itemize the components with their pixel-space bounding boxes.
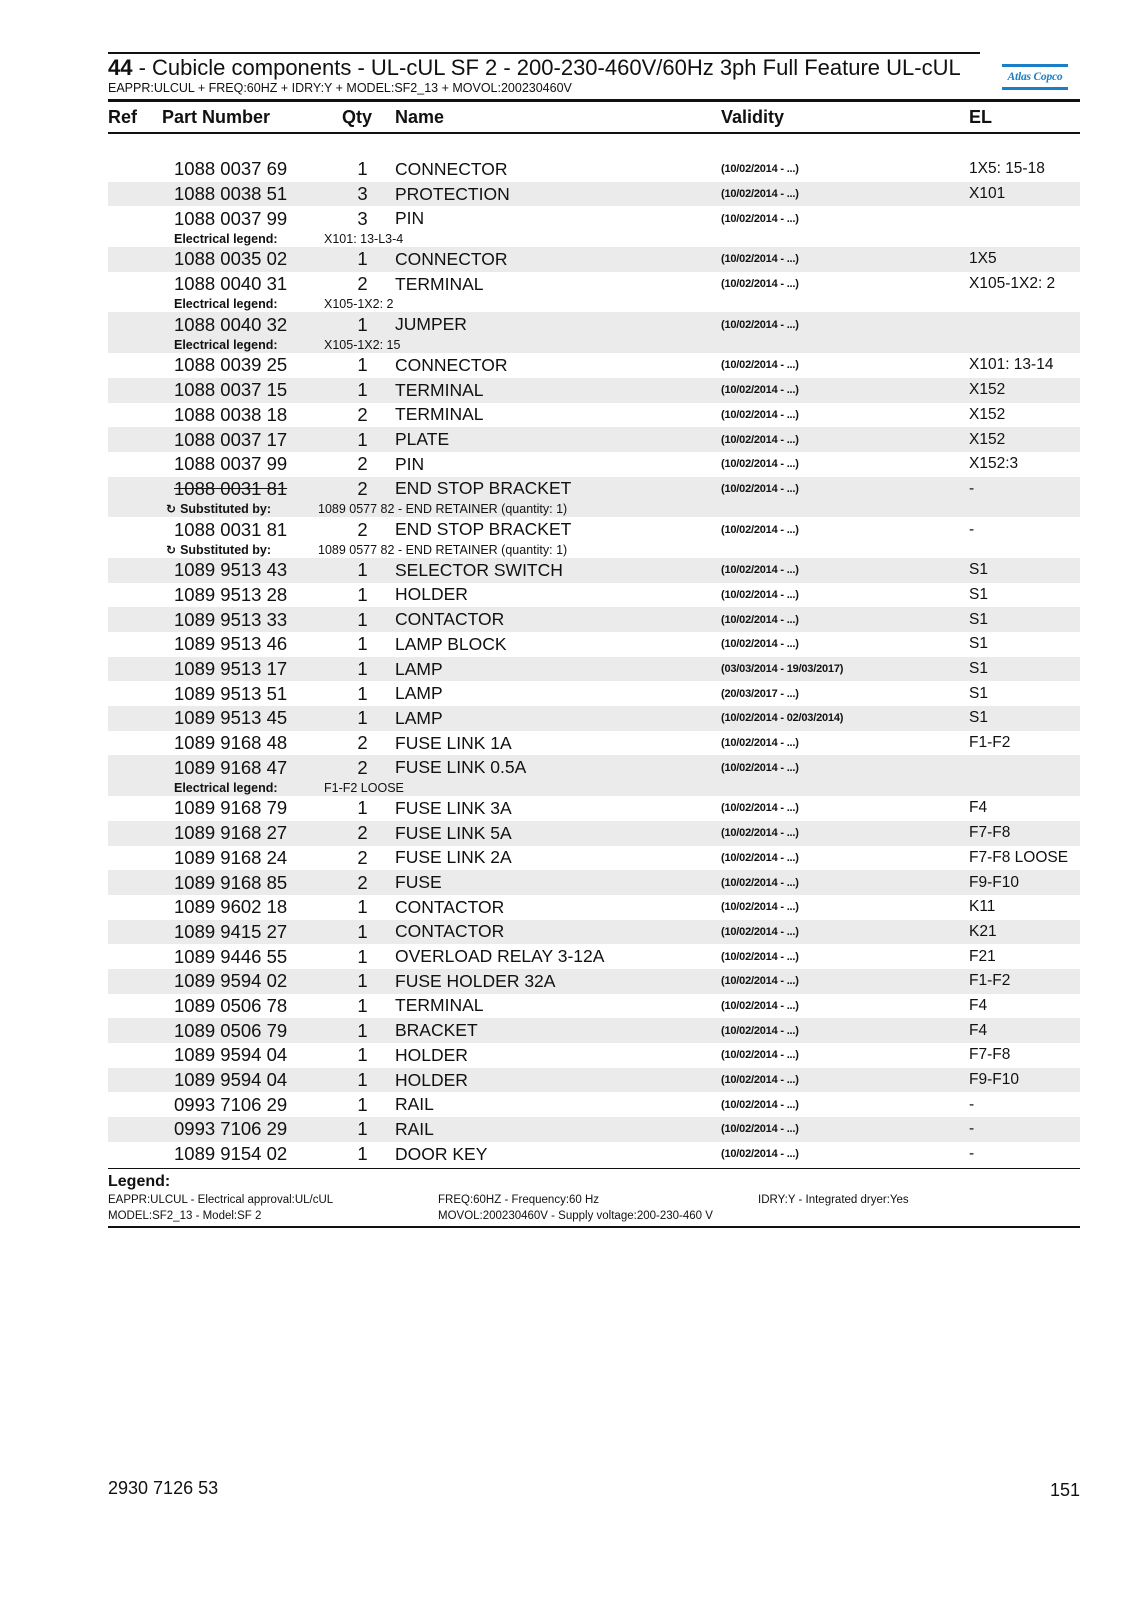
- electrical-legend-ref: S1: [969, 610, 988, 628]
- part-number: 1089 9168 79: [174, 797, 288, 819]
- quantity: 1: [357, 1093, 368, 1115]
- part-name: LAMP: [395, 707, 443, 728]
- part-number: 1089 9513 51: [174, 682, 288, 704]
- title-text: - Cubicle components - UL-cUL SF 2 - 200-230-460V/60Hz 3ph Full Feature UL-cUL: [132, 55, 961, 80]
- sub-label-text: Electrical legend:: [174, 297, 278, 312]
- table-row: [108, 731, 1080, 756]
- part-name: LAMP: [395, 683, 443, 704]
- title-block: [108, 56, 1080, 96]
- part-number: 1089 9602 18: [174, 896, 288, 918]
- table-row: [108, 681, 1080, 706]
- part-name: SELECTOR SWITCH: [395, 559, 563, 580]
- part-number: 1089 9513 28: [174, 583, 288, 605]
- quantity: 1: [357, 707, 368, 729]
- sub-label-text: Substituted by:: [180, 542, 272, 557]
- electrical-legend-ref: S1: [969, 660, 988, 678]
- quantity: 1: [357, 920, 368, 942]
- electrical-legend-label: [108, 297, 324, 311]
- quantity: 1: [357, 994, 368, 1016]
- table-row: [108, 706, 1080, 731]
- quantity: 1: [357, 428, 368, 450]
- table-row: [108, 895, 1080, 920]
- part-name: FUSE LINK 3A: [395, 797, 512, 818]
- part-number: 1088 0038 51: [174, 183, 288, 205]
- quantity: 2: [357, 846, 368, 868]
- validity: (10/02/2014 - ...): [721, 1148, 799, 1161]
- part-number: 1088 0038 18: [174, 403, 288, 425]
- part-number: 1089 9513 33: [174, 608, 288, 630]
- table-row: [108, 1117, 1080, 1142]
- refresh-icon: ↻: [166, 542, 177, 557]
- legend-item: EAPPR:ULCUL - Electrical approval:UL/cUL: [108, 1194, 334, 1207]
- part-name: TERMINAL: [395, 995, 484, 1016]
- part-name: TERMINAL: [395, 273, 484, 294]
- part-number: 1089 9513 46: [174, 633, 288, 655]
- part-number: 1089 9446 55: [174, 945, 288, 967]
- table-row: [108, 182, 1080, 207]
- substituted-by-label: [108, 543, 324, 557]
- validity: (03/03/2014 - 19/03/2017): [721, 663, 844, 676]
- validity: (10/02/2014 - ...): [721, 359, 799, 372]
- electrical-legend-ref: X152: [969, 381, 1006, 399]
- part-name: FUSE LINK 5A: [395, 822, 512, 843]
- table-row: [108, 657, 1080, 682]
- validity: (10/02/2014 - ...): [721, 384, 799, 397]
- validity: (10/02/2014 - ...): [721, 851, 799, 864]
- quantity: 1: [357, 896, 368, 918]
- electrical-legend-ref: -: [969, 1145, 975, 1163]
- quantity: 1: [357, 608, 368, 630]
- validity: (10/02/2014 - ...): [721, 901, 799, 914]
- part-name: CONNECTOR: [395, 158, 508, 179]
- part-number: 1089 9168 47: [174, 756, 288, 778]
- quantity: 1: [357, 248, 368, 270]
- quantity: 1: [357, 559, 368, 581]
- logo-bar-top: [1002, 64, 1068, 67]
- table-row: [108, 452, 1080, 477]
- validity: (10/02/2014 - ...): [721, 564, 799, 577]
- quantity: 1: [357, 797, 368, 819]
- table-row: [108, 517, 1080, 558]
- table-row: [108, 1142, 1080, 1167]
- part-number: 1088 0037 69: [174, 158, 288, 180]
- electrical-legend-label: [108, 338, 324, 352]
- validity: (10/02/2014 - ...): [721, 761, 799, 774]
- table-row: [108, 206, 1080, 247]
- electrical-legend-ref: K11: [969, 898, 996, 916]
- legend-grid: [108, 1192, 1080, 1224]
- electrical-legend-ref: 1X5: 15-18: [969, 160, 1045, 178]
- electrical-legend-ref: X101: 13-14: [969, 356, 1054, 374]
- electrical-legend-ref: K21: [969, 922, 997, 940]
- table-row: [108, 920, 1080, 945]
- col-qty: Qty: [342, 106, 373, 127]
- part-number: 1089 9594 02: [174, 970, 288, 992]
- col-name: Name: [395, 106, 445, 127]
- validity: (10/02/2014 - ...): [721, 482, 799, 495]
- table-row: [108, 403, 1080, 428]
- quantity: 2: [357, 871, 368, 893]
- electrical-legend-label: [108, 232, 324, 246]
- substituted-by-label: [108, 502, 324, 516]
- table-row: [108, 607, 1080, 632]
- table-row: [108, 632, 1080, 657]
- table-row: [108, 846, 1080, 871]
- validity: (10/02/2014 - ...): [721, 999, 799, 1012]
- quantity: 3: [357, 207, 368, 229]
- part-number: 1089 9513 45: [174, 707, 288, 729]
- electrical-legend-ref: X105-1X2: 2: [969, 275, 1056, 293]
- validity: (10/02/2014 - ...): [721, 458, 799, 471]
- col-ref: Ref: [108, 106, 138, 127]
- validity: (10/02/2014 - ...): [721, 1074, 799, 1087]
- legend-item: MOVOL:200230460V - Supply voltage:200-230-460 V: [438, 1210, 713, 1223]
- validity: (10/02/2014 - ...): [721, 737, 799, 750]
- quantity: 1: [357, 658, 368, 680]
- page-number: 151: [1049, 1480, 1080, 1500]
- table-row: [108, 994, 1080, 1019]
- part-name: PIN: [395, 453, 425, 474]
- electrical-legend-ref: 1X5: [969, 250, 997, 268]
- quantity: 1: [357, 1044, 368, 1066]
- logo-text: Atlas Copco: [1007, 71, 1063, 83]
- validity: (10/02/2014 - ...): [721, 1098, 799, 1111]
- quantity: 2: [357, 756, 368, 778]
- electrical-legend-ref: F4: [969, 996, 988, 1014]
- parts-page: [108, 52, 1080, 1228]
- sub-label-text: Electrical legend:: [174, 232, 278, 247]
- sub-label-text: Substituted by:: [180, 502, 272, 517]
- validity: (10/02/2014 - ...): [721, 278, 799, 291]
- electrical-legend-ref: S1: [969, 684, 988, 702]
- part-number: 1089 9513 43: [174, 559, 288, 581]
- part-name: TERMINAL: [395, 404, 484, 425]
- validity: (10/02/2014 - ...): [721, 188, 799, 201]
- quantity: 2: [357, 273, 368, 295]
- col-validity: Validity: [721, 106, 785, 127]
- electrical-legend-ref: X152: [969, 430, 1006, 448]
- quantity: 1: [357, 158, 368, 180]
- legend-item: [758, 1208, 1080, 1224]
- part-name: FUSE LINK 2A: [395, 847, 512, 868]
- legend: [108, 1168, 1080, 1228]
- quantity: 1: [357, 313, 368, 335]
- table-header: [108, 102, 1080, 134]
- part-number: 1088 0039 25: [174, 354, 288, 376]
- substitute-part: 1089 0577 82 - END RETAINER (quantity: 1): [318, 542, 568, 557]
- validity: (10/02/2014 - ...): [721, 1123, 799, 1136]
- quantity: 1: [357, 379, 368, 401]
- electrical-legend-value: X101: 13-L3-4: [324, 232, 404, 247]
- part-number: 1089 9168 27: [174, 822, 288, 844]
- part-name: FUSE LINK 0.5A: [395, 757, 527, 778]
- validity: (10/02/2014 - ...): [721, 1024, 799, 1037]
- part-name: LAMP BLOCK: [395, 633, 507, 654]
- table-row: [108, 944, 1080, 969]
- part-name: HOLDER: [395, 1069, 468, 1090]
- validity: (10/02/2014 - ...): [721, 408, 799, 421]
- quantity: 1: [357, 1118, 368, 1140]
- validity: (10/02/2014 - ...): [721, 1049, 799, 1062]
- part-number: 1088 0037 15: [174, 379, 288, 401]
- part-number: 1089 9594 04: [174, 1069, 288, 1091]
- electrical-legend-value: X105-1X2: 2: [324, 297, 394, 312]
- part-name: HOLDER: [395, 1044, 468, 1065]
- electrical-legend-ref: S1: [969, 635, 988, 653]
- part-name: OVERLOAD RELAY 3-12A: [395, 946, 605, 967]
- table-row: [108, 378, 1080, 403]
- table-row: [108, 583, 1080, 608]
- part-number: 1089 9154 02: [174, 1143, 288, 1165]
- part-number: 0993 7106 29: [174, 1118, 288, 1140]
- brand-logo: [1002, 62, 1068, 98]
- part-number: 1089 9513 17: [174, 658, 288, 680]
- validity: (10/02/2014 - ...): [721, 253, 799, 266]
- part-name: CONNECTOR: [395, 248, 508, 269]
- validity: (10/02/2014 - ...): [721, 975, 799, 988]
- col-part-number: Part Number: [162, 106, 271, 127]
- part-number: 0993 7106 29: [174, 1093, 288, 1115]
- electrical-legend-label: [108, 781, 324, 795]
- table-row: [108, 157, 1080, 182]
- validity: (10/02/2014 - ...): [721, 827, 799, 840]
- table-row: [108, 272, 1080, 313]
- validity: (10/02/2014 - ...): [721, 433, 799, 446]
- quantity: 2: [357, 477, 368, 499]
- refresh-icon: ↻: [166, 502, 177, 517]
- electrical-legend-ref: S1: [969, 709, 988, 727]
- part-number: 1088 0037 99: [174, 207, 288, 229]
- table-row: [108, 1092, 1080, 1117]
- part-name: PIN: [395, 208, 425, 229]
- part-number: 1089 9168 24: [174, 846, 288, 868]
- table-row: [108, 1043, 1080, 1068]
- validity: (10/02/2014 - ...): [721, 318, 799, 331]
- electrical-legend-ref: F7-F8: [969, 824, 1011, 842]
- part-name: END STOP BRACKET: [395, 519, 572, 540]
- quantity: 1: [357, 633, 368, 655]
- part-number: 1089 9168 85: [174, 871, 288, 893]
- part-number: 1088 0031 81: [174, 477, 288, 499]
- validity: (10/02/2014 - ...): [721, 523, 799, 536]
- part-number: 1088 0035 02: [174, 248, 288, 270]
- part-name: CONNECTOR: [395, 354, 508, 375]
- electrical-legend-ref: F7-F8 LOOSE: [969, 848, 1069, 866]
- part-number: 1089 0506 79: [174, 1019, 288, 1041]
- part-name: FUSE: [395, 872, 442, 893]
- electrical-legend-ref: -: [969, 520, 975, 538]
- electrical-legend-ref: F9-F10: [969, 1071, 1019, 1089]
- substitute-part: 1089 0577 82 - END RETAINER (quantity: 1): [318, 502, 568, 517]
- validity: (10/02/2014 - ...): [721, 588, 799, 601]
- validity: (10/02/2014 - ...): [721, 950, 799, 963]
- part-name: PROTECTION: [395, 183, 510, 204]
- part-name: CONTACTOR: [395, 896, 505, 917]
- electrical-legend-ref: F1-F2: [969, 972, 1011, 990]
- part-name: FUSE HOLDER 32A: [395, 970, 556, 991]
- quantity: 1: [357, 682, 368, 704]
- part-number: 1089 0506 78: [174, 994, 288, 1016]
- quantity: 2: [357, 518, 368, 540]
- part-name: RAIL: [395, 1118, 434, 1139]
- validity: (10/02/2014 - ...): [721, 925, 799, 938]
- electrical-legend-ref: F9-F10: [969, 873, 1019, 891]
- part-number: 1088 0040 32: [174, 313, 288, 335]
- col-el: EL: [969, 106, 993, 127]
- quantity: 1: [357, 354, 368, 376]
- table-row: [108, 247, 1080, 272]
- table-row: [108, 1018, 1080, 1043]
- config-code: EAPPR:ULCUL + FREQ:60HZ + IDRY:Y + MODEL:SF2_13 + MOVOL:200230460V: [108, 81, 572, 95]
- part-number: 1088 0037 17: [174, 428, 288, 450]
- legend-title: Legend:: [108, 1173, 171, 1191]
- table-row: [108, 796, 1080, 821]
- quantity: 2: [357, 453, 368, 475]
- quantity: 1: [357, 1069, 368, 1091]
- part-name: CONTACTOR: [395, 921, 505, 942]
- validity: (10/02/2014 - ...): [721, 638, 799, 651]
- table-row: [108, 312, 1080, 353]
- quantity: 1: [357, 1143, 368, 1165]
- electrical-legend-ref: -: [969, 1095, 975, 1113]
- electrical-legend-ref: F4: [969, 799, 988, 817]
- part-name: PLATE: [395, 429, 450, 450]
- part-name: END STOP BRACKET: [395, 478, 572, 499]
- quantity: 1: [357, 970, 368, 992]
- electrical-legend-ref: -: [969, 479, 975, 497]
- page-title: [108, 56, 968, 80]
- table-row: [108, 821, 1080, 846]
- electrical-legend-ref: -: [969, 1120, 975, 1138]
- electrical-legend-ref: X152:3: [969, 455, 1019, 473]
- legend-item: FREQ:60HZ - Frequency:60 Hz: [438, 1194, 600, 1207]
- validity: (20/03/2017 - ...): [721, 687, 799, 700]
- quantity: 2: [357, 403, 368, 425]
- quantity: 1: [357, 1019, 368, 1041]
- parts-table: [108, 157, 1080, 1166]
- legend-item: IDRY:Y - Integrated dryer:Yes: [758, 1194, 909, 1207]
- electrical-legend-ref: X101: [969, 185, 1006, 203]
- part-number: 1088 0031 81: [174, 518, 288, 540]
- electrical-legend-value: X105-1X2: 15: [324, 338, 401, 353]
- table-row: [108, 477, 1080, 518]
- table-row: [108, 427, 1080, 452]
- part-name: DOOR KEY: [395, 1143, 488, 1164]
- part-name: FUSE LINK 1A: [395, 732, 512, 753]
- sub-label-text: Electrical legend:: [174, 781, 278, 796]
- validity: (10/02/2014 - 02/03/2014): [721, 712, 844, 725]
- document-number: 2930 7126 53: [108, 1478, 219, 1498]
- table-row: [108, 353, 1080, 378]
- validity: (10/02/2014 - ...): [721, 212, 799, 225]
- part-name: CONTACTOR: [395, 609, 505, 630]
- table-row: [108, 755, 1080, 796]
- part-name: LAMP: [395, 658, 443, 679]
- part-name: HOLDER: [395, 584, 468, 605]
- part-name: RAIL: [395, 1094, 434, 1115]
- part-number: 1089 9168 48: [174, 732, 288, 754]
- part-name: TERMINAL: [395, 379, 484, 400]
- electrical-legend-ref: F7-F8: [969, 1046, 1011, 1064]
- quantity: 3: [357, 183, 368, 205]
- table-row: [108, 870, 1080, 895]
- quantity: 2: [357, 732, 368, 754]
- electrical-legend-ref: F1-F2: [969, 734, 1011, 752]
- quantity: 1: [357, 945, 368, 967]
- part-name: BRACKET: [395, 1020, 478, 1041]
- legend-item: MODEL:SF2_13 - Model:SF 2: [108, 1210, 262, 1223]
- section-number: 44: [108, 55, 133, 80]
- electrical-legend-ref: S1: [969, 585, 988, 603]
- quantity: 2: [357, 822, 368, 844]
- table-row: [108, 1068, 1080, 1093]
- part-number: 1089 9415 27: [174, 920, 288, 942]
- validity: (10/02/2014 - ...): [721, 163, 799, 176]
- electrical-legend-ref: F4: [969, 1021, 988, 1039]
- validity: (10/02/2014 - ...): [721, 802, 799, 815]
- table-row: [108, 969, 1080, 994]
- part-name: JUMPER: [395, 314, 467, 335]
- validity: (10/02/2014 - ...): [721, 876, 799, 889]
- table-row: [108, 558, 1080, 583]
- part-number: 1089 9594 04: [174, 1044, 288, 1066]
- quantity: 1: [357, 583, 368, 605]
- electrical-legend-ref: X152: [969, 405, 1006, 423]
- logo-bar-bottom: [1002, 87, 1068, 90]
- electrical-legend-value: F1-F2 LOOSE: [324, 781, 404, 796]
- legend-rule: [108, 1226, 1080, 1228]
- electrical-legend-ref: S1: [969, 561, 988, 579]
- part-number: 1088 0037 99: [174, 453, 288, 475]
- part-number: 1088 0040 31: [174, 273, 288, 295]
- sub-label-text: Electrical legend:: [174, 338, 278, 353]
- validity: (10/02/2014 - ...): [721, 613, 799, 626]
- top-rule: [108, 52, 980, 54]
- electrical-legend-ref: F21: [969, 947, 996, 965]
